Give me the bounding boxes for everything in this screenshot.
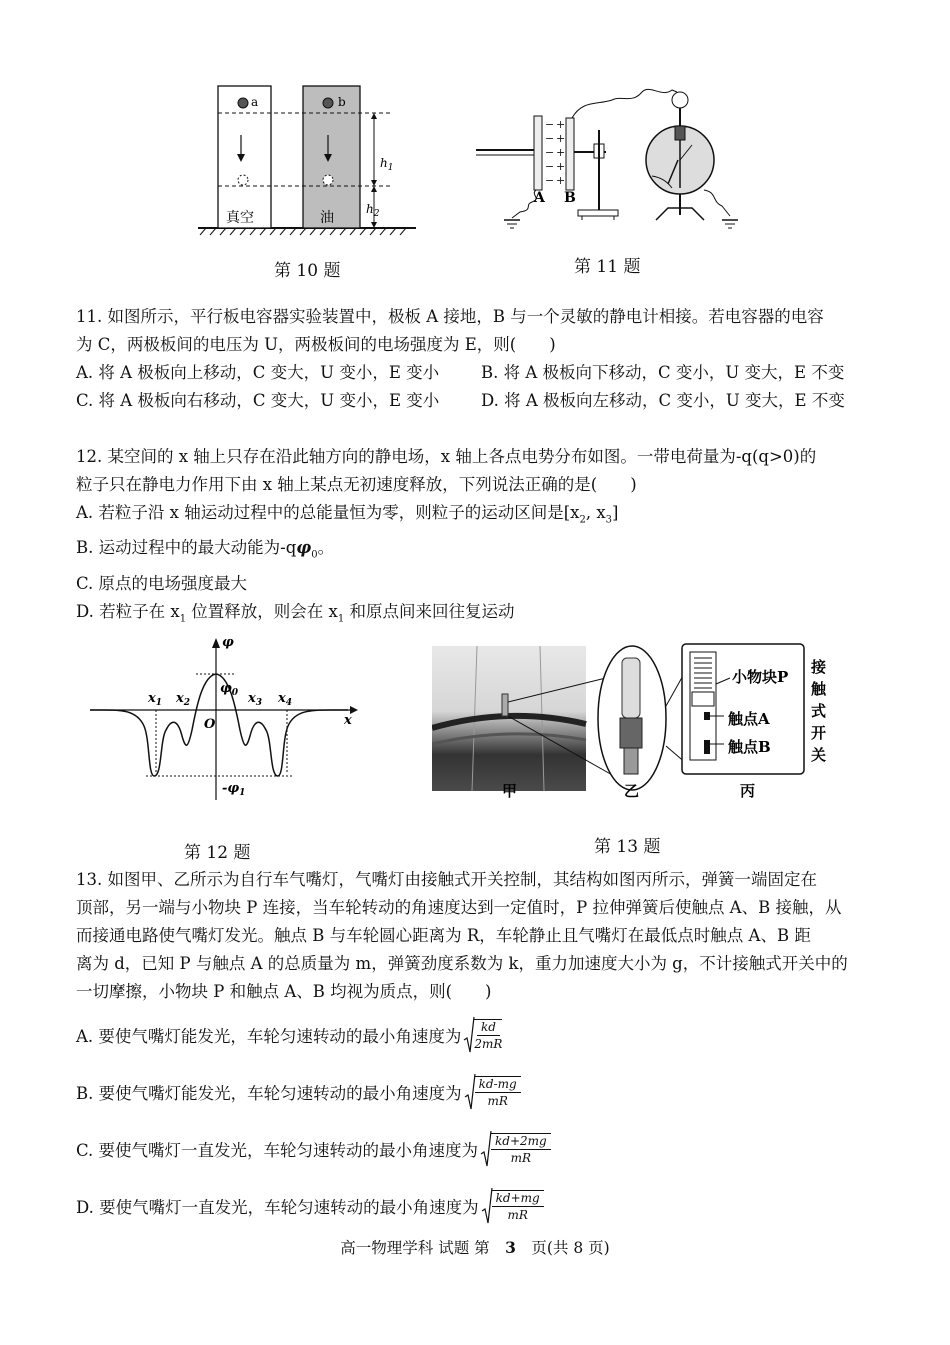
contact-a-label: 触点A	[728, 710, 770, 728]
svg-text:-φ1: $-\varphi_1$	[222, 781, 246, 798]
block-p-label: 小物块P	[732, 668, 789, 686]
q13-option-d: D. 要使气嘴灯一直发光，车轮匀速转动的最小角速度为 $\frac{kd+mg}{mR}$	[76, 1187, 544, 1225]
q12-option-d: D. 若粒子在 $x_1$ 位置释放，则会在 $x_1$ 和原点间来回往复运动	[76, 601, 515, 624]
q11-option-d: D. 将 A 极板向左移动，C 变小，U 变大，E 不变	[481, 391, 845, 410]
fig12-caption: 第 12 题	[184, 843, 251, 863]
switch-label-char: 接	[811, 658, 827, 676]
figure-10	[196, 80, 418, 240]
figure-13	[432, 636, 842, 806]
page-footer: 高一物理学科 试题 第 3 页(共 8 页)	[340, 1238, 610, 1257]
switch-label-char: 触	[811, 680, 827, 698]
h2-sub: 2	[373, 209, 380, 219]
svg-text:x	[343, 713, 352, 728]
q11-option-c: C. 将 A 极板向右移动，C 变大，U 变小，E 变小	[76, 391, 440, 410]
q13-stem-line1: 13. 如图甲、乙所示为自行车气嘴灯，气嘴灯由接触式开关控制，其结构如图丙所示，弹簧一端固定在	[76, 870, 817, 889]
svg-text:x1: $x_1$	[148, 691, 163, 708]
svg-text:+: +	[556, 118, 566, 131]
label-jia: 甲	[502, 782, 518, 800]
question-11	[76, 303, 882, 415]
svg-text:+: +	[556, 132, 566, 145]
fig11-caption: 第 11 题	[574, 257, 641, 277]
plate-b-label: B	[564, 190, 576, 206]
q13-option-a: A. 要使气嘴灯能发光，车轮匀速转动的最小角速度为 $\frac{kd}{2mR}$	[76, 1016, 502, 1054]
q11-option-a: A. 将 A 极板向上移动，C 变大，U 变小，E 变小	[76, 363, 440, 382]
x-axis-label: x	[344, 713, 352, 728]
contact-b-label: 触点B	[728, 738, 771, 756]
plate-a-label: A	[534, 190, 545, 206]
svg-text:+: +	[556, 160, 566, 173]
q12-option-a: A. 若粒子沿 x 轴运动过程中的总能量恒为零，则粒子的运动区间是[$x_2$, $x_3$]	[76, 503, 619, 526]
svg-text:x3: $x_3$	[248, 691, 263, 708]
label-bing: 丙	[740, 782, 756, 800]
switch-label-char: 开	[811, 724, 827, 742]
question-12	[76, 443, 882, 633]
switch-label-char: 关	[811, 746, 827, 764]
fig10-caption: 第 10 题	[274, 261, 341, 281]
q11-stem-line1: 11. 如图所示，平行板电容器实验装置中，极板 A 接地，B 与一个灵敏的静电计相接。若电容器的电容	[76, 307, 824, 326]
svg-text:+: +	[556, 146, 566, 159]
svg-text:O	[204, 717, 216, 732]
h2-label: h	[366, 202, 374, 216]
page-number: 3	[505, 1238, 516, 1257]
q12-stem-line2: 粒子只在静电力作用下由 x 轴上某点无初速度释放，下列说法正确的是( )	[76, 475, 637, 494]
fig13-caption: 第 13 题	[594, 837, 661, 857]
q12-option-b: B. 运动过程中的最大动能为$-q\varphi_0$。	[76, 538, 335, 561]
q12-option-c: C. 原点的电场强度最大	[76, 573, 248, 593]
svg-text:h1	[380, 156, 393, 173]
figure-12	[88, 630, 368, 802]
svg-text:−: −	[545, 146, 555, 159]
figure-11	[472, 80, 752, 238]
svg-text:−: −	[545, 132, 555, 145]
h1-sub: 1	[387, 163, 394, 173]
q13-stem-line2: 顶部，另一端与小物块 P 连接，当车轮转动的角速度达到一定值时，P 拉伸弹簧后使触点 A、B 接触，从	[76, 898, 842, 917]
svg-text:h2	[366, 202, 380, 219]
q11-option-b: B. 将 A 极板向下移动，C 变小，U 变大，E 不变	[481, 363, 845, 382]
ball-a-label: a	[251, 95, 259, 109]
svg-text:x2: $x_2$	[176, 691, 191, 708]
q13-stem-line3: 而接通电路使气嘴灯发光。触点 B 与车轮圆心距离为 R，车轮静止且气嘴灯在最低点时触点 A、B 距	[76, 926, 811, 945]
h1-label: h	[380, 156, 388, 170]
label-yi: 乙	[624, 782, 640, 800]
svg-text:−: −	[545, 160, 555, 173]
oil-label: 油	[320, 210, 334, 226]
q11-stem-line2: 为 C，两极板间的电压为 U，两极板间的电场强度为 E，则( )	[76, 335, 556, 354]
phi-axis-label: φ	[222, 635, 234, 650]
vacuum-label: 真空	[226, 210, 254, 226]
switch-label-char: 式	[811, 702, 827, 720]
svg-text:φ0: $\varphi_0$	[220, 681, 239, 698]
svg-text:x4: $x_4$	[278, 691, 293, 708]
q13-stem-line4: 离为 d，已知 P 与触点 A 的总质量为 m，弹簧劲度系数为 k，重力加速度大小为 g，不计接触式开关中的	[76, 954, 848, 973]
q12-stem-line1: 12. 某空间的 x 轴上只存在沿此轴方向的静电场，x 轴上各点电势分布如图。一带电荷量为-q(q>0)的	[76, 447, 817, 466]
origin-label: O	[204, 717, 216, 732]
svg-text:−: −	[545, 118, 555, 131]
question-13	[76, 866, 882, 1006]
svg-text:−: −	[545, 174, 555, 187]
q13-stem-line5: 一切摩擦，小物块 P 和触点 A、B 均视为质点，则( )	[76, 982, 492, 1001]
q13-option-c: C. 要使气嘴灯一直发光，车轮匀速转动的最小角速度为 $\frac{kd+2mg}{mR}$	[76, 1130, 551, 1168]
ball-b-label: b	[338, 95, 346, 109]
svg-text:+: +	[556, 174, 566, 187]
q13-option-b: B. 要使气嘴灯能发光，车轮匀速转动的最小角速度为 $\frac{kd-mg}{mR}$	[76, 1073, 521, 1111]
svg-text:φ	[222, 635, 234, 650]
